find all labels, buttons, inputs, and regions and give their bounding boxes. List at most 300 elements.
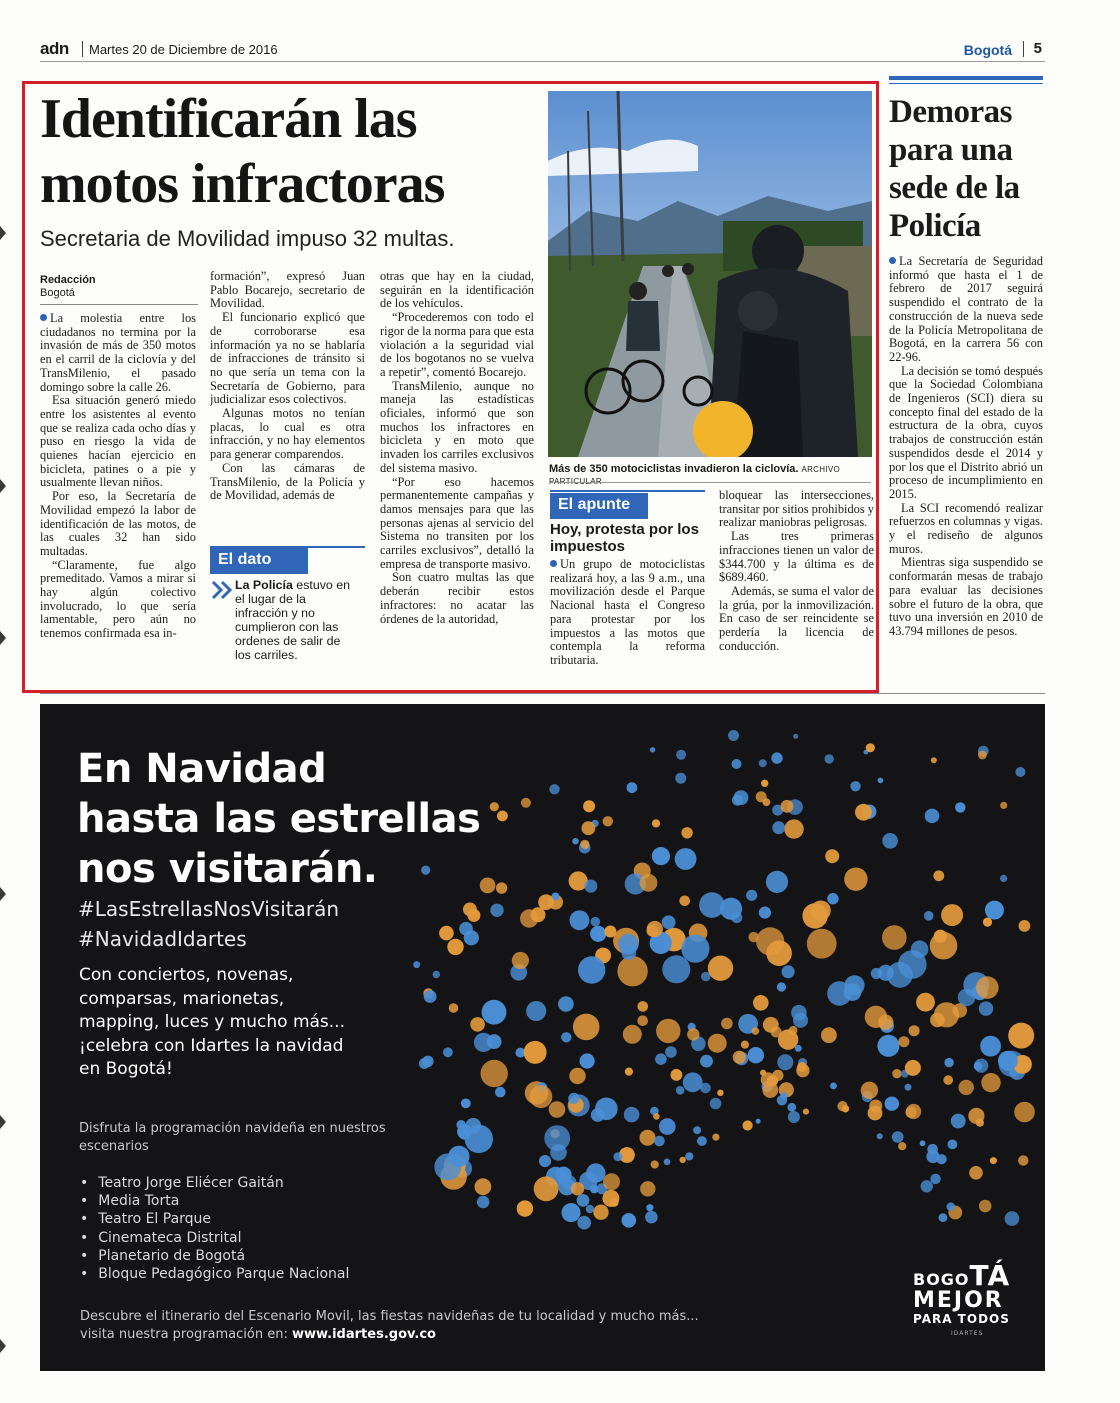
star-dot [475,1178,492,1195]
star-dot [948,1140,958,1150]
star-dot [651,1160,659,1168]
star-dot [662,915,676,929]
star-dot [700,1083,711,1094]
star-dot [802,903,827,928]
star-dot [980,1036,1001,1057]
star-dot [470,1017,485,1032]
star-dot [697,1136,707,1146]
star-dot [821,1027,837,1043]
star-dot [681,827,692,838]
side-story-rule [889,83,1043,84]
star-dot [448,1146,469,1167]
star-dot [743,1120,753,1130]
star-dot [683,1072,703,1092]
star-dot [921,1180,933,1192]
star-dot [624,1107,640,1123]
star-dot [1005,1211,1020,1226]
star-dot [433,971,440,978]
page-number: 5 [1033,40,1042,57]
star-dot [976,976,999,999]
star-dot [449,1003,459,1013]
star-dot [759,759,767,767]
star-dot [590,926,606,942]
star-dot [787,1103,796,1112]
star-dot [931,757,937,763]
el-apunte-text [550,558,705,668]
star-dot [604,926,616,938]
star-dot [761,1072,776,1087]
margin-arrow-icon [0,887,6,901]
star-dot [990,1157,997,1164]
star-dot [807,929,837,959]
star-dot [803,1109,809,1115]
paragraph: El funcionario explicó que de corroborarse esa información ya no se hablaría de infracciones de tránsito si no que sería un tema con la Secretaría de Gobierno, para judicializar esos colectivos. [210,310,365,407]
star-dot [568,1093,579,1104]
ad-subtext: Disfruta la programación navideña en nuestros escenarios [79,1121,386,1154]
star-dot [680,1157,686,1163]
article-photo [548,91,872,457]
star-dot [1018,1155,1028,1165]
paragraph: Las tres primeras infracciones tienen un valor de $344.700 y la última es de $689.460. [719,529,874,585]
star-dot [583,800,595,812]
star-dot [1000,802,1007,809]
photo-caption [549,463,871,487]
paragraph: Algunas motos no tenían placas, lo cual es otra infracción, y no hay elementos para generar comparendos. [210,406,365,462]
star-dot [850,781,860,791]
star-dot [892,1131,904,1143]
star-dot [465,1125,493,1153]
star-dot [622,1213,637,1228]
paragraph: “Por eso hacemos permanentemente campañas y damos mensajes para que las personas ajenas al servicio del Sistema no transiten por los carriles exclusivos”, detalló la empresa de transporte masivo. [380,474,534,571]
ad-title-line: hasta las estrellas [77,796,481,842]
star-dot [797,1062,807,1072]
venue-item: • Bloque Pedagógico Parque Nacional [80,1265,349,1283]
margin-arrow-icon [0,1339,6,1353]
star-dot [524,1041,547,1064]
star-dot [610,1198,619,1207]
paragraph: otras que hay en la ciudad, seguirán en la identificación de los vehículos. [380,269,534,311]
star-dot [717,1090,723,1096]
paragraph-text: La molestia entre los ciudadanos no termina por la invasión de más de 350 motos en el carril de la ciclovía y del TransMilenio, el pasado domingo sobre la calle 26. [40,311,196,394]
star-dot [561,1032,571,1042]
ad-body: Con conciertos, novenas, comparsas, marionetas, mapping, luces y mucho más... ¡celebra con Idartes la navidad en Bogotá! [79,965,345,1079]
section-name: Bogotá [963,42,1012,58]
idartes-advertisement [40,704,1045,1371]
star-dot [930,1013,945,1028]
star-dot [490,904,503,917]
el-apunte-title: Hoy, protesta por los impuestos [550,521,699,555]
star-dot [749,932,759,942]
star-dot [782,965,795,978]
paragraph: “Claramente, fue algo premeditado. Vamos a mirar si hay algún colectivo involucrado, lo que sería lamentable, pero aún no tenemos confirmada esa in- [40,557,196,641]
star-dot [842,1105,849,1112]
star-dot [983,918,992,927]
paragraph: “Procederemos con todo el rigor de la norma para que esta violación a la seguridad vial de los bogotanos no se vuelva a repetir”, comentó Bocarejo. [380,310,534,379]
paragraph: Con las cámaras de TransMilenio, de la Policía y de Movilidad, además de [210,460,365,503]
bullet-dot-icon [889,257,896,264]
star-dot [640,874,658,892]
logo-idartes: IDARTES [951,1330,984,1337]
star-dot [652,819,660,827]
star-dot [763,798,771,806]
star-dot [443,1047,453,1057]
star-dot [687,1028,699,1040]
star-dot [477,1196,489,1208]
star-dot [653,1113,660,1120]
star-dot [474,1033,493,1052]
side-story-text [889,255,1043,639]
star-dot [985,901,1004,920]
star-dot [947,1202,956,1211]
byline [40,274,198,305]
star-dot [710,1098,722,1110]
star-dot [878,778,884,784]
bullet-dot-icon [550,560,557,567]
star-dot [708,956,733,981]
paragraph [889,255,1043,365]
star-dot [617,956,647,986]
star-dot [882,833,898,849]
star-dot [905,1060,921,1076]
venue-list [80,1174,349,1283]
star-dot [577,1216,591,1230]
star-dot [512,952,529,969]
star-dot [562,1203,581,1222]
star-dot [784,819,803,838]
star-dot [1000,875,1007,882]
star-dot [979,1200,992,1213]
star-dot [424,990,437,1003]
venue-item: • Cinemateca Distrital [80,1229,349,1247]
paragraph: La decisión se tomó después que la Sociedad Colombiana de Ingenieros (SCI) diera su concepto final del estado de la estructura de la obra, cuyos trabajos de construcción están suspendidos desde el 2014 y por los que el Distrito abrió un proceso de incumplimiento en 2015. [889,363,1043,501]
star-dot [855,804,872,821]
star-dot [572,838,578,844]
bullet-dot-icon [40,314,47,321]
star-dot [777,1054,793,1070]
newspaper-logo: adn [40,39,69,58]
side-headline: Demoras para una sede de la Policía [889,94,1020,244]
star-dot [618,934,639,955]
star-dot [640,1181,655,1196]
star-dot [676,750,686,760]
star-dot [549,784,559,794]
star-dot [650,747,655,752]
star-dot [878,965,894,981]
star-dot [925,809,940,824]
star-dot [877,1035,899,1057]
hashtag: #NavidadIdartes [78,927,247,951]
star-dot [731,912,742,923]
star-dot [593,1205,608,1220]
star-dot [693,1126,701,1134]
star-dot [534,1176,559,1201]
star-dot [795,1045,802,1052]
star-dot [591,917,601,927]
star-dot [550,1144,567,1161]
venue-item: • Teatro El Parque [80,1210,349,1228]
el-apunte-label: El apunte [550,493,648,519]
star-dot [924,911,934,921]
article-column-5 [719,489,874,653]
paragraph: formación”, expresó Juan Pablo Bocarejo, secretario de Movilidad. [210,269,365,311]
star-dot [793,734,798,739]
star-dot [909,1025,920,1036]
star-dot [613,1152,622,1161]
star-dot [520,909,538,927]
star-dot [482,1000,507,1025]
star-dot [734,790,749,805]
star-dot [777,1095,787,1105]
star-dot [761,780,768,787]
star-dot [827,981,851,1005]
header-divider [1023,41,1024,57]
star-dot [974,1062,983,1071]
star-dot [906,1104,921,1119]
star-dot [930,1174,940,1184]
star-dot [898,1036,909,1047]
logo-para-todos: PARA TODOS [913,1312,1010,1326]
star-dot [861,1082,878,1099]
star-dot [708,1034,727,1053]
star-dot [771,1026,782,1037]
star-dot [558,996,574,1012]
el-dato-label: El dato [210,548,308,574]
star-dot [640,1130,656,1146]
star-dot [979,1001,993,1015]
star-dot [676,1086,685,1095]
star-dot [951,1114,966,1129]
ad-hashtags [78,894,339,954]
margin-arrow-icon [0,226,6,240]
star-dot [638,1001,649,1012]
star-dot [530,1085,553,1108]
margin-arrow-icon [0,631,6,645]
paragraph: Mientras siga suspendido se conformarán mesas de trabajo para evaluar las decisiones sobre el futuro de la obra, que tuvo una inversión en 2010 de 43.794 millones de pesos. [889,555,1043,638]
star-dot [944,1058,953,1067]
star-dot [969,1166,983,1180]
star-dot [827,893,838,904]
star-dot [675,848,697,870]
star-dot [766,940,792,966]
star-dot [728,730,739,741]
side-story-rule [889,76,1043,80]
paragraph-text: Un grupo de motociclistas realizará hoy, a las 9 a.m., una movilización desde el Parque Nacional hasta el Congreso para protestar por los impuestos a las motos que contempla la reforma tributaria. [550,557,705,667]
star-dot [753,995,769,1011]
paragraph [550,558,705,668]
caption-text: Más de 350 motociclistas invadieron la ciclovía. [549,463,799,475]
star-dot [570,910,590,930]
star-dot [665,1046,677,1058]
article-subhead: Secretaria de Movilidad impuso 32 multas. [40,226,455,251]
hashtag: #LasEstrellasNosVisitarán [78,897,339,921]
star-dot [1015,767,1025,777]
star-dot [955,802,965,812]
venue-item: • Media Torta [80,1192,349,1210]
star-dot [526,1001,546,1021]
star-dot [580,840,589,849]
star-dot [885,1097,899,1111]
star-dot [659,1118,676,1135]
star-dot [573,1014,600,1041]
star-dot [733,1051,746,1064]
star-dot [413,961,420,968]
margin-arrow-icon [0,1115,6,1129]
paragraph: La SCI recomendó realizar refuerzos en columnas y vigas. y el rediseño de algunos muros. [889,500,1043,556]
star-dot [911,940,929,958]
star-dot [712,1134,719,1141]
article-headline: Identificarán las motos infractoras [40,88,445,215]
star-dot [788,1111,800,1123]
star-dot [655,1053,667,1065]
star-dot [571,1182,584,1195]
star-dot [756,1119,761,1124]
star-dot [958,989,976,1007]
logo-bogo: BOGO [913,1270,970,1289]
paragraph: bloquear las intersecciones, transitar por sitios prohibidos y realizar maniobras peligrosas. [719,488,874,530]
star-dot [652,847,670,865]
star-dot [916,993,935,1012]
logo-ta: TÁ [969,1259,1011,1292]
star-dot [603,816,613,826]
margin-arrow-icon [0,479,6,493]
paragraph: Por eso, la Secretaría de Movilidad empezó la labor de identificación de las motos, de las cuales 32 han sido multadas. [40,489,196,558]
photo-credit: ARCHIVO [801,465,841,474]
ad-footer-prefix: visita nuestra programación en: [80,1327,292,1342]
star-dot [959,1080,974,1095]
el-apunte-rule [550,490,705,492]
star-dot [646,925,658,937]
star-dot [603,1173,620,1190]
issue-date: Martes 20 de Diciembre de 2016 [89,42,278,57]
star-dot [825,849,839,863]
star-dot [844,868,867,891]
dato-rest: estuvo en el lugar de la infracción y no cumplieron con las ordenes de salir de los carriles. [235,578,351,662]
idartes-link[interactable]: www.idartes.gov.co [291,1327,436,1342]
star-dot [681,935,709,963]
star-dot [771,752,782,763]
paragraph: Son cuatro multas las que deberán recibir estos infractores: no acatar las órdenes de la autoridad, [380,570,534,626]
ad-title-line: En Navidad [77,746,327,792]
page-header [40,38,1045,62]
star-dot [569,1068,585,1084]
section-divider [40,693,1045,694]
star-dot [662,955,690,983]
star-dot [781,800,794,813]
star-dot [748,1047,764,1063]
article-column-1 [40,312,196,641]
star-dot [892,1069,901,1078]
star-dot [825,754,834,763]
star-dot [865,1006,887,1028]
star-dot [882,925,907,950]
star-dot [941,904,963,926]
star-dot [732,759,742,769]
star-dot [721,1018,733,1030]
bogota-mejor-logo [913,1259,1028,1337]
star-dot [467,909,480,922]
star-dot [1008,1023,1034,1049]
star-dot [675,773,686,784]
star-dot [741,1041,749,1049]
dato-bold: La Policía [235,578,293,592]
star-dot [685,1152,693,1160]
ad-footer-line [80,1326,840,1344]
ad-footer-line: Descubre el itinerario del Escenario Movil, las fiestas navideñas de tu localidad y mucho más... [80,1309,699,1324]
star-dot [586,1205,594,1213]
paragraph: Esa situación generó miedo entre los asistentes al evento que se realiza cada ocho días y puso en riesgo la vida de quienes hacían ejercicio en bicicleta, patines o a pie y usualmente llevan niños. [40,393,196,490]
star-dot [968,1108,984,1124]
ad-title-line: nos visitarán. [77,846,378,892]
star-dot [517,1200,533,1216]
star-dot [877,1133,883,1139]
star-dot [777,982,786,991]
article-column-2 [210,270,365,503]
paragraph: Además, se suma el valor de la grúa, por la inmovilización. En caso de ser reincidente se perdería la licencia de conducción. [719,583,874,653]
star-dot [920,1140,926,1146]
star-dot [759,907,771,919]
ad-title [77,744,537,894]
ad-footer [80,1308,840,1344]
star-dot [866,743,875,752]
star-dot [582,821,596,835]
star-dot [645,1211,658,1224]
star-dot [898,1142,906,1150]
star-dot [654,1136,665,1147]
el-dato-rule [210,546,365,548]
star-dot [998,1051,1018,1071]
star-dot [981,1073,1000,1092]
star-dot [464,930,479,945]
star-dot [746,890,757,901]
star-dot [439,926,454,941]
star-dot [772,821,785,834]
star-dot [869,1100,882,1113]
star-dot [766,871,788,893]
star-dot [461,1099,471,1109]
venue-item: • Planetario de Bogotá [80,1247,349,1265]
paragraph-text: La Secretaría de Seguridad informó que hasta el 1 de febrero de 2017 seguirá suspendido el contrato de la construcción de la nueva sede de la Policía Metropolitana de Bogotá, en la carrera 56 con 22-96. [889,254,1043,364]
star-dot [538,894,554,910]
header-divider [82,41,83,57]
star-dot [700,1055,713,1068]
star-dot [549,1101,566,1118]
star-dot [939,1213,948,1222]
paragraph: TransMilenio, aunque no maneja las estadísticas oficiales, informó que son muchos los infractores en bicicleta y en moto que invaden los carriles exclusivos del sistema masivo. [380,378,534,475]
star-dot [943,1075,953,1085]
logo-mejor: MEJOR [913,1288,1004,1313]
caption-rule [549,482,871,483]
star-dot [584,880,597,893]
star-dot [577,1194,590,1207]
star-dot [495,1087,506,1098]
star-dot [625,1068,633,1076]
star-dot [447,939,463,955]
star-dot [664,1159,671,1166]
star-dot [481,1060,508,1087]
byline-place: Bogotá [40,287,75,299]
star-dot [671,1069,683,1081]
star-dot [905,1084,912,1091]
star-dot [623,1025,642,1044]
star-dot [637,1015,648,1026]
star-dot [830,1083,837,1090]
star-dot [1014,1102,1035,1123]
star-dot [656,1019,680,1043]
star-dot [791,1005,807,1021]
venue-item: • Teatro Jorge Eliécer Gaitán [80,1174,349,1192]
star-dot [646,1204,653,1211]
star-dot [580,1053,595,1068]
